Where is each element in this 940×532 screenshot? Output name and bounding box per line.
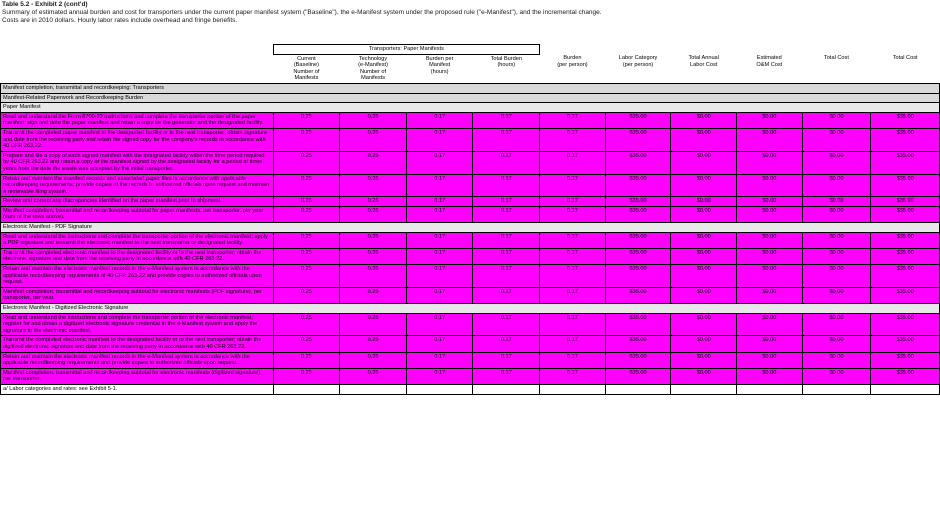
row-value-cell: 0.25	[273, 197, 340, 207]
row-value-cell: $0.00	[671, 197, 737, 207]
row-value-cell: $0.00	[737, 368, 803, 384]
row-value-cell: $35.00	[871, 232, 940, 248]
row-value-cell: 0.17	[473, 112, 540, 128]
row-value-cell: $35.00	[605, 206, 671, 222]
table-row	[1, 112, 940, 128]
row-value-cell: 0.25	[273, 287, 340, 303]
table-row	[1, 368, 940, 384]
header-spacer	[1, 45, 274, 55]
row-value-cell: 0.25	[340, 232, 407, 248]
footer-empty-cell	[737, 384, 803, 394]
row-value-cell: $0.00	[671, 368, 737, 384]
row-value-cell: 0.17	[540, 352, 606, 368]
row-value-cell: $35.00	[871, 174, 940, 197]
row-description: Read and understand the instructions and complete the transporter portion of the electronic manifest; register for and obtain a digitized electronic signature credential in the e-Manifest system and apply the signature to the electronic manifest.	[1, 313, 274, 336]
column-header	[273, 54, 340, 83]
row-value-cell: 0.17	[473, 368, 540, 384]
row-value-cell: 0.17	[473, 128, 540, 151]
row-value-cell: $0.00	[671, 128, 737, 151]
row-value-cell: 0.25	[273, 248, 340, 264]
banner-title: Manifest completion, transmittal and recordkeeping: Transporters	[1, 83, 940, 93]
footer-empty-cell	[473, 384, 540, 394]
column-header	[737, 54, 803, 83]
row-value-cell: $0.00	[802, 197, 871, 207]
row-value-cell: $35.00	[871, 151, 940, 174]
footer-empty-cell	[871, 384, 940, 394]
row-value-cell: $0.00	[737, 206, 803, 222]
row-value-cell: $0.00	[737, 248, 803, 264]
row-description: Manifest completion, transmittal and recordkeeping subtotal for paper manifests, per transporter, per year (sum of the rows above).	[1, 206, 274, 222]
row-value-cell: 0.17	[540, 206, 606, 222]
row-value-cell: $0.00	[802, 112, 871, 128]
row-value-cell: $0.00	[671, 287, 737, 303]
table-row	[1, 313, 940, 336]
row-value-cell: 0.17	[406, 336, 473, 352]
row-value-cell: 0.25	[340, 197, 407, 207]
row-value-cell: 0.17	[473, 248, 540, 264]
row-value-cell: $35.00	[871, 206, 940, 222]
row-description: Manifest completion, transmittal and recordkeeping subtotal for electronic manifests (digitized signature), per transporter.	[1, 368, 274, 384]
row-value-cell: $35.00	[871, 368, 940, 384]
row-value-cell: $0.00	[737, 336, 803, 352]
col-head-line4: Manifests	[361, 75, 385, 82]
row-value-cell: $35.00	[605, 265, 671, 288]
footer-empty-cell	[671, 384, 737, 394]
row-value-cell: 0.25	[273, 352, 340, 368]
row-value-cell: 0.17	[540, 313, 606, 336]
row-value-cell: 0.17	[406, 368, 473, 384]
col-head-line4: Manifests	[294, 75, 319, 82]
col-head-line1: Burden	[563, 55, 582, 62]
col-head-line3: Number of	[293, 68, 320, 75]
row-value-cell: $35.00	[871, 313, 940, 336]
header-spacer-6	[802, 45, 871, 55]
note-line-2: Summary of estimated annual burden and cost for transporters under the current paper manifest system ("Baseline"), the e-Manifest system under the proposed rule ("e-Manifest"), and the incremental change.	[2, 9, 602, 16]
section-header-row	[1, 103, 940, 113]
col-head-line1: Labor Category	[618, 55, 658, 62]
row-value-cell: $35.00	[605, 128, 671, 151]
row-value-cell: $0.00	[737, 174, 803, 197]
column-header	[406, 54, 473, 83]
row-description: Review and correct any discrepancies identified on the paper manifest prior to shipment.	[1, 197, 274, 207]
row-value-cell: $0.00	[737, 313, 803, 336]
row-value-cell: $35.00	[871, 265, 940, 288]
row-value-cell: $0.00	[671, 112, 737, 128]
row-description: Manifest completion, transmittal and recordkeeping subtotal for electronic manifests (PDF signature), per transporter, per year.	[1, 287, 274, 303]
col-head-line2: (hours)	[497, 62, 516, 69]
row-value-cell: $0.00	[737, 128, 803, 151]
row-value-cell: 0.17	[473, 287, 540, 303]
row-value-cell: 0.25	[273, 336, 340, 352]
row-description: Read and understand the Form 8700-22 instructions and complete the transporter portion of the paper manifest; sign and date the paper manifest and retain a copy for the generator and the designated facility.	[1, 112, 274, 128]
column-header	[340, 54, 407, 83]
footer-empty-cell	[802, 384, 871, 394]
row-value-cell: 0.17	[406, 232, 473, 248]
row-value-cell: $0.00	[671, 248, 737, 264]
row-value-cell: $0.00	[737, 287, 803, 303]
column-header	[802, 54, 871, 83]
row-value-cell: 0.17	[406, 265, 473, 288]
row-value-cell: 0.25	[273, 313, 340, 336]
row-value-cell: $35.00	[871, 197, 940, 207]
col-head-line2: Manifest	[429, 62, 451, 69]
col-head-line1: Total Annual	[688, 55, 719, 62]
footer-row	[1, 384, 940, 394]
row-value-cell: $35.00	[871, 128, 940, 151]
row-value-cell: $0.00	[737, 265, 803, 288]
col-head-line1: Total Cost	[892, 55, 918, 62]
row-value-cell: $0.00	[671, 313, 737, 336]
row-value-cell: $0.00	[802, 248, 871, 264]
row-value-cell: 0.17	[473, 352, 540, 368]
row-description: Transmit the completed paper manifest to the designated facility or to the next transporter; obtain signature and date from the receiving party and retain the signed copy for the company's records in accordance with 40 CFR 263.22.	[1, 128, 274, 151]
row-value-cell: 0.25	[340, 128, 407, 151]
row-value-cell: 0.25	[340, 287, 407, 303]
row-value-cell: 0.17	[406, 248, 473, 264]
row-value-cell: 0.17	[406, 352, 473, 368]
row-value-cell: 0.17	[473, 265, 540, 288]
table-row	[1, 232, 940, 248]
header-group-row	[1, 45, 940, 55]
row-value-cell: $35.00	[871, 336, 940, 352]
row-value-cell: $35.00	[605, 197, 671, 207]
row-value-cell: 0.17	[473, 197, 540, 207]
row-value-cell: 0.17	[540, 197, 606, 207]
column-header	[473, 54, 540, 83]
table-row	[1, 352, 940, 368]
row-value-cell: 0.25	[273, 265, 340, 288]
col-head-line1: Estimated	[756, 55, 782, 62]
section-header-label: Paper Manifest	[1, 103, 940, 113]
row-value-cell: $35.00	[605, 352, 671, 368]
burden-cost-table	[0, 44, 940, 395]
banner-title-row	[1, 83, 940, 93]
row-value-cell: $0.00	[802, 206, 871, 222]
row-value-cell: $35.00	[605, 336, 671, 352]
footnote-label: a/ Labor categories and rates: see Exhibit 5-1.	[1, 384, 274, 394]
row-value-cell: $0.00	[671, 232, 737, 248]
row-value-cell: $0.00	[802, 287, 871, 303]
row-value-cell: 0.17	[406, 151, 473, 174]
col-head-line2: (per person)	[557, 61, 588, 68]
note-line-1: Table 5.2 - Exhibit 2 (cont'd)	[2, 1, 88, 8]
col-head-line1: Total Cost	[824, 55, 849, 62]
row-value-cell: $35.00	[605, 232, 671, 248]
table-row	[1, 336, 940, 352]
row-value-cell: $35.00	[605, 151, 671, 174]
row-value-cell: $0.00	[802, 265, 871, 288]
col-head-line2: (Baseline)	[293, 62, 319, 69]
row-value-cell: 0.25	[273, 128, 340, 151]
row-description: Read and understand the instructions and complete the transporter portion of the electronic manifest; apply a PDF signature and transmit the electronic manifest to the next transporter or designated facility.	[1, 232, 274, 248]
footer-empty-cell	[406, 384, 473, 394]
row-value-cell: 0.17	[540, 128, 606, 151]
row-description: Prepare and file a copy of each signed manifest with the designated facility within the time period required by 40 CFR 263.22 and retain a copy of the manifest signed by the designated facility for a period of three years from the date the waste was accepted by the initial transporter.	[1, 151, 274, 174]
column-header	[605, 54, 671, 83]
row-value-cell: $0.00	[671, 206, 737, 222]
row-value-cell: 0.25	[340, 206, 407, 222]
row-value-cell: 0.17	[540, 248, 606, 264]
row-value-cell: $35.00	[605, 112, 671, 128]
row-value-cell: 0.17	[406, 128, 473, 151]
section-header-row	[1, 304, 940, 314]
note-line-3: Costs are in 2010 dollars. Hourly labor rates include overhead and fringe benefits.	[2, 17, 238, 24]
table-row	[1, 151, 940, 174]
row-description: Retain and maintain the electronic manifest records in the e-Manifest system in accordance with the applicable recordkeeping requirements of 40 CFR 263.22 and provide copies to authorized officials upon request.	[1, 265, 274, 288]
row-value-cell: 0.17	[540, 336, 606, 352]
header-spacer-4	[671, 45, 737, 55]
row-value-cell: 0.25	[340, 265, 407, 288]
col-head-line1: Current	[297, 55, 316, 62]
row-value-cell: 0.17	[406, 206, 473, 222]
footer-empty-cell	[273, 384, 340, 394]
row-value-cell: 0.25	[340, 248, 407, 264]
row-value-cell: 0.17	[540, 174, 606, 197]
header-spacer-2	[540, 45, 606, 55]
header-group-label: Transporters: Paper Manifests	[273, 45, 540, 55]
row-value-cell: $0.00	[671, 336, 737, 352]
table-row	[1, 287, 940, 303]
table-row	[1, 128, 940, 151]
row-value-cell: 0.25	[340, 313, 407, 336]
row-value-cell: 0.25	[340, 368, 407, 384]
row-value-cell: 0.17	[540, 287, 606, 303]
row-value-cell: 0.25	[273, 232, 340, 248]
row-value-cell: 0.17	[473, 151, 540, 174]
footer-empty-cell	[540, 384, 606, 394]
col-head-line3: Number of	[359, 68, 387, 75]
table-row	[1, 174, 940, 197]
row-value-cell: $0.00	[802, 128, 871, 151]
row-value-cell: 0.25	[340, 112, 407, 128]
header-columns-row	[1, 54, 940, 83]
column-header	[871, 54, 940, 83]
section-header-row	[1, 223, 940, 233]
row-value-cell: 0.17	[406, 287, 473, 303]
row-value-cell: $0.00	[737, 112, 803, 128]
row-description: Transmit the completed electronic manifest to the designated facility or to the next transporter; obtain the digitized electronic signature and date from the receiving party in accordance with 40 CFR 263.22.	[1, 336, 274, 352]
row-value-cell: 0.25	[273, 174, 340, 197]
top-note-block	[0, 0, 940, 25]
row-description: Retain and maintain the electronic manifest records in the e-Manifest system in accordance with the applicable recordkeeping requirements and provide copies to authorized officials upon request.	[1, 352, 274, 368]
row-value-cell: 0.17	[540, 151, 606, 174]
col-head-line2: O&M Cost	[756, 61, 783, 68]
row-value-cell: 0.17	[406, 197, 473, 207]
row-value-cell: $35.00	[871, 112, 940, 128]
section-header-label: Electronic Manifest - PDF Signature	[1, 223, 940, 233]
header-spacer-3	[605, 45, 671, 55]
section-header-label: Electronic Manifest - Digitized Electronic Signature	[1, 304, 940, 314]
table-row	[1, 248, 940, 264]
col-head-line2: (e-Manifest)	[358, 62, 388, 69]
row-value-cell: 0.25	[273, 151, 340, 174]
row-value-cell: $0.00	[802, 232, 871, 248]
header-spacer-5	[737, 45, 803, 55]
row-value-cell: 0.17	[540, 368, 606, 384]
row-value-cell: 0.17	[473, 313, 540, 336]
col-head-line2: Labor Cost	[690, 61, 718, 68]
row-value-cell: 0.17	[540, 232, 606, 248]
row-value-cell: 0.25	[273, 112, 340, 128]
row-value-cell: $0.00	[737, 197, 803, 207]
banner-subtitle: Manifest-Related Paperwork and Recordkeeping Burden	[1, 93, 940, 103]
row-value-cell: $0.00	[737, 151, 803, 174]
footer-empty-cell	[605, 384, 671, 394]
column-header	[671, 54, 737, 83]
row-value-cell: $35.00	[605, 368, 671, 384]
footer-empty-cell	[340, 384, 407, 394]
row-value-cell: 0.17	[540, 265, 606, 288]
row-value-cell: 0.25	[273, 368, 340, 384]
row-value-cell: 0.17	[473, 232, 540, 248]
table-row	[1, 197, 940, 207]
row-value-cell: $0.00	[671, 352, 737, 368]
row-value-cell: $0.00	[671, 174, 737, 197]
col-head-line1: Burden per	[425, 55, 454, 62]
row-value-cell: $35.00	[605, 174, 671, 197]
row-value-cell: $0.00	[802, 336, 871, 352]
row-value-cell: $0.00	[802, 174, 871, 197]
row-value-cell: $35.00	[871, 352, 940, 368]
row-value-cell: 0.17	[406, 174, 473, 197]
row-value-cell: $0.00	[737, 232, 803, 248]
table-body	[1, 83, 940, 394]
row-value-cell: $0.00	[671, 265, 737, 288]
row-value-cell: $0.00	[802, 368, 871, 384]
row-description: Transmit the completed electronic manifest to the designated facility or to the next transporter; obtain the electronic signature and date from the receiving party in accordance with 40 CFR 263.22.	[1, 248, 274, 264]
row-value-cell: 0.17	[540, 112, 606, 128]
table-row	[1, 265, 940, 288]
row-value-cell: $0.00	[671, 151, 737, 174]
row-value-cell: 0.17	[406, 313, 473, 336]
col-head-line3: (hours)	[430, 68, 449, 75]
col-head-line2: (per person)	[622, 61, 654, 68]
row-value-cell: $35.00	[605, 313, 671, 336]
row-value-cell: 0.17	[473, 336, 540, 352]
col-head-line1: Technology	[358, 55, 388, 62]
header-desc-blank	[1, 54, 274, 83]
row-value-cell: $35.00	[871, 287, 940, 303]
row-value-cell: $35.00	[871, 248, 940, 264]
row-value-cell: $35.00	[605, 287, 671, 303]
banner-subtitle-row	[1, 93, 940, 103]
row-value-cell: $35.00	[605, 248, 671, 264]
row-value-cell: 0.25	[340, 174, 407, 197]
row-value-cell: 0.25	[340, 336, 407, 352]
row-value-cell: 0.17	[473, 206, 540, 222]
row-value-cell: 0.17	[406, 112, 473, 128]
row-value-cell: $0.00	[802, 151, 871, 174]
row-value-cell: 0.25	[273, 206, 340, 222]
row-value-cell: $0.00	[737, 352, 803, 368]
row-description: Retain and maintain the manifest records and associated paper files in accordance with applicable recordkeeping requirements; provide copies of the records to authorized officials upon request and maintain a retrievable filing system.	[1, 174, 274, 197]
row-value-cell: 0.25	[340, 151, 407, 174]
column-header	[540, 54, 606, 83]
row-value-cell: $0.00	[802, 352, 871, 368]
header-spacer-7	[871, 45, 940, 55]
row-value-cell: 0.17	[473, 174, 540, 197]
row-value-cell: 0.25	[340, 352, 407, 368]
col-head-line1: Total Burden	[490, 55, 522, 62]
table-row	[1, 206, 940, 222]
row-value-cell: $0.00	[802, 313, 871, 336]
